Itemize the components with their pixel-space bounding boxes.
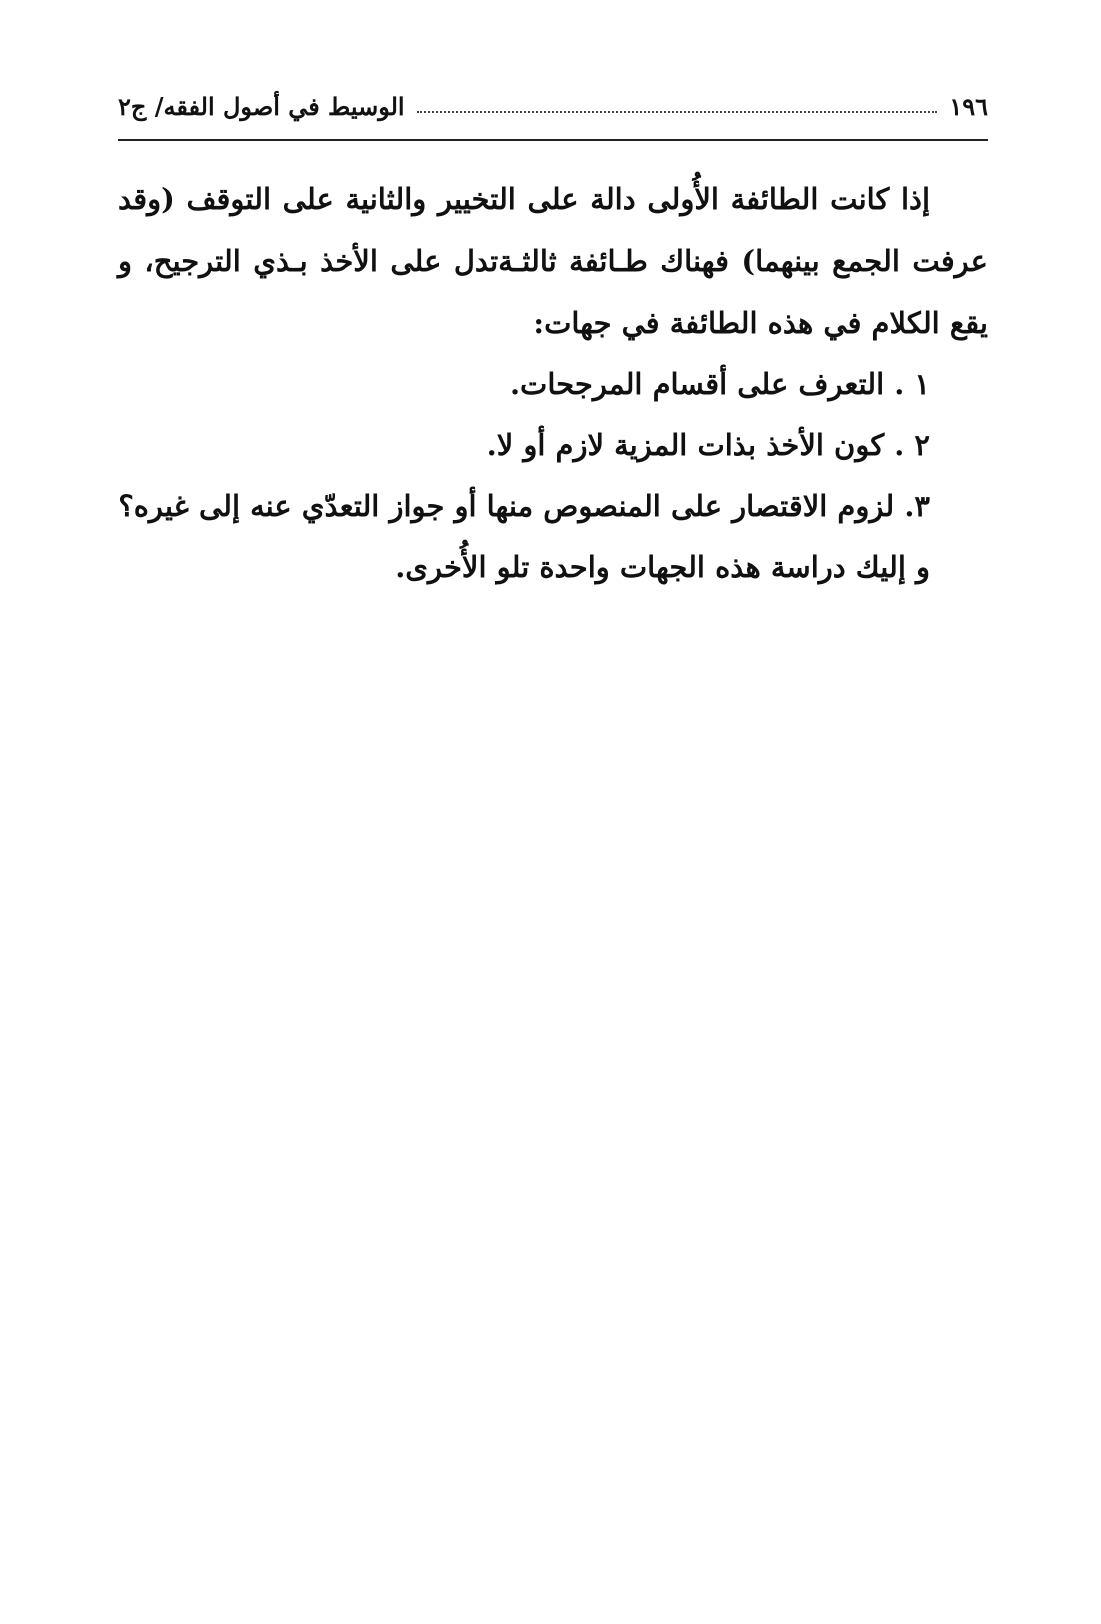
intro-paragraph bbox=[118, 168, 988, 354]
list-item: ٢ . كون الأخذ بذات المزية لازم أو لا. bbox=[486, 428, 930, 462]
list-item: ٣. لزوم الاقتصار على المنصوص منها أو جواز التعدّي عنه إلى غيره؟ bbox=[118, 489, 930, 523]
list-item: ١ . التعرف على أقسام المرجحات. bbox=[509, 367, 930, 401]
book-title: الوسيط في أصول الفقه/ ج٢ bbox=[118, 91, 405, 121]
dotted-leader bbox=[417, 111, 938, 113]
header-rule bbox=[118, 139, 988, 141]
main-text bbox=[118, 168, 988, 598]
closing-line: و إليك دراسة هذه الجهات واحدة تلو الأُخرى. bbox=[395, 550, 930, 584]
page-number: ١٩٦ bbox=[949, 91, 988, 121]
running-header bbox=[118, 86, 988, 126]
aspects-list bbox=[118, 354, 988, 537]
intro-paragraph-text: إذا كانت الطائفة الأُولى دالة على التخيير والثانية على التوقف (وقد عرفت الجمع بينهما) فهناك طـائفة ثالثـةتدل على الأخذ بـذي الترجيح، و يقع الكلام في هذه الطائفة في جهات: bbox=[118, 182, 988, 340]
